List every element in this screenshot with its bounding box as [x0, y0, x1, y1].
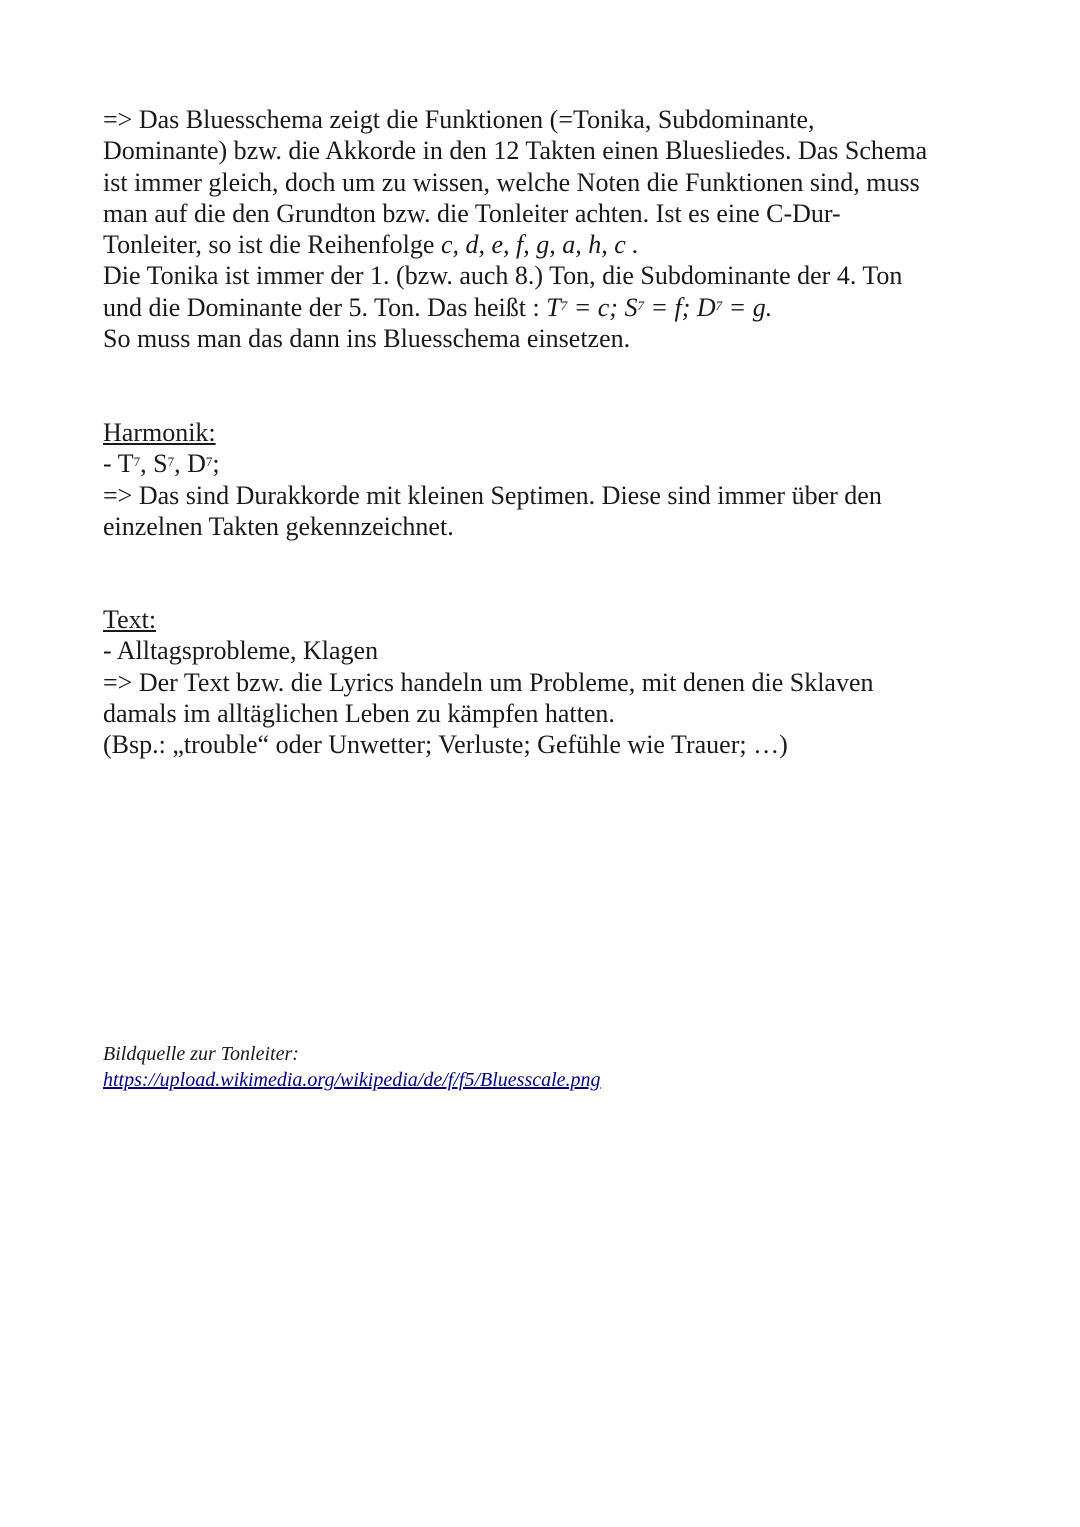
image-source [103, 1041, 601, 1093]
subdominant-symbol: S [153, 449, 168, 479]
seventh-sup: 7 [167, 454, 175, 470]
formula [546, 293, 772, 322]
text-line: (Bsp.: „trouble“ oder Unwetter; Verluste; Gefühle wie Trauer; …) [103, 730, 788, 760]
formula-prefix: und die Dominante der 5. Ton. Das heißt : [103, 292, 547, 322]
text-line: => Der Text bzw. die Lyrics handeln um Probleme, mit denen die Sklaven [103, 667, 874, 697]
text-line: damals im alltäglichen Leben zu kämpfen hatten. [103, 698, 615, 728]
text-section [103, 604, 874, 760]
text-line: So muss man das dann ins Bluesschema einsetzen. [103, 324, 631, 354]
separator: , [174, 449, 188, 479]
separator: , [140, 449, 154, 479]
source-link[interactable]: https://upload.wikimedia.org/wikipedia/de/f/f5/Bluesscale.png [103, 1069, 601, 1091]
section-heading: Harmonik: [103, 418, 216, 447]
seventh-sup: 7 [715, 297, 723, 313]
scale-notes: c, d, e, f, g, a, h, c . [440, 230, 639, 260]
subdominant-value: = f; [643, 292, 697, 322]
seventh-sup: 7 [637, 297, 644, 313]
text-line: => Das sind Durakkorde mit kleinen Septimen. Diese sind immer über den [103, 480, 882, 510]
seventh-sup: 7 [560, 297, 568, 313]
dash: - [103, 449, 118, 479]
tonika-symbol: T [546, 292, 561, 322]
text-line: => Das Bluesschema zeigt die Funktionen (=Tonika, Subdominante, [103, 105, 815, 134]
intro-paragraph [103, 104, 927, 354]
text-line: ist immer gleich, doch um zu wissen, welche Noten die Funktionen sind, muss [103, 167, 920, 197]
chord-list [103, 448, 882, 479]
text-line: Dominante) bzw. die Akkorde in den 12 Takten einen Bluesliedes. Das Schema [103, 136, 928, 166]
tonika-value: = c; [567, 292, 625, 322]
seventh-sup: 7 [133, 454, 141, 470]
scale-prefix: Tonleiter, so ist die Reihenfolge [103, 230, 441, 260]
dominant-symbol: D [187, 449, 206, 479]
text-line: - Alltagsprobleme, Klagen [103, 636, 379, 666]
dominant-value: = g. [722, 292, 773, 322]
text-line: einzelnen Takten gekennzeichnet. [103, 511, 454, 541]
harmonik-section [103, 417, 882, 542]
formula-line [103, 292, 927, 323]
scale-line [103, 229, 927, 260]
dominant-symbol: D [696, 292, 716, 322]
subdominant-symbol: S [624, 292, 638, 322]
seventh-sup: 7 [205, 454, 213, 470]
tonika-symbol: T [117, 449, 134, 479]
section-heading: Text: [103, 605, 157, 634]
source-label: Bildquelle zur Tonleiter: [103, 1043, 299, 1065]
terminator: ; [212, 449, 220, 479]
text-line: man auf die den Grundton bzw. die Tonleiter achten. Ist es eine C-Dur- [103, 198, 841, 228]
text-line: Die Tonika ist immer der 1. (bzw. auch 8.) Ton, die Subdominante der 4. Ton [103, 261, 903, 291]
